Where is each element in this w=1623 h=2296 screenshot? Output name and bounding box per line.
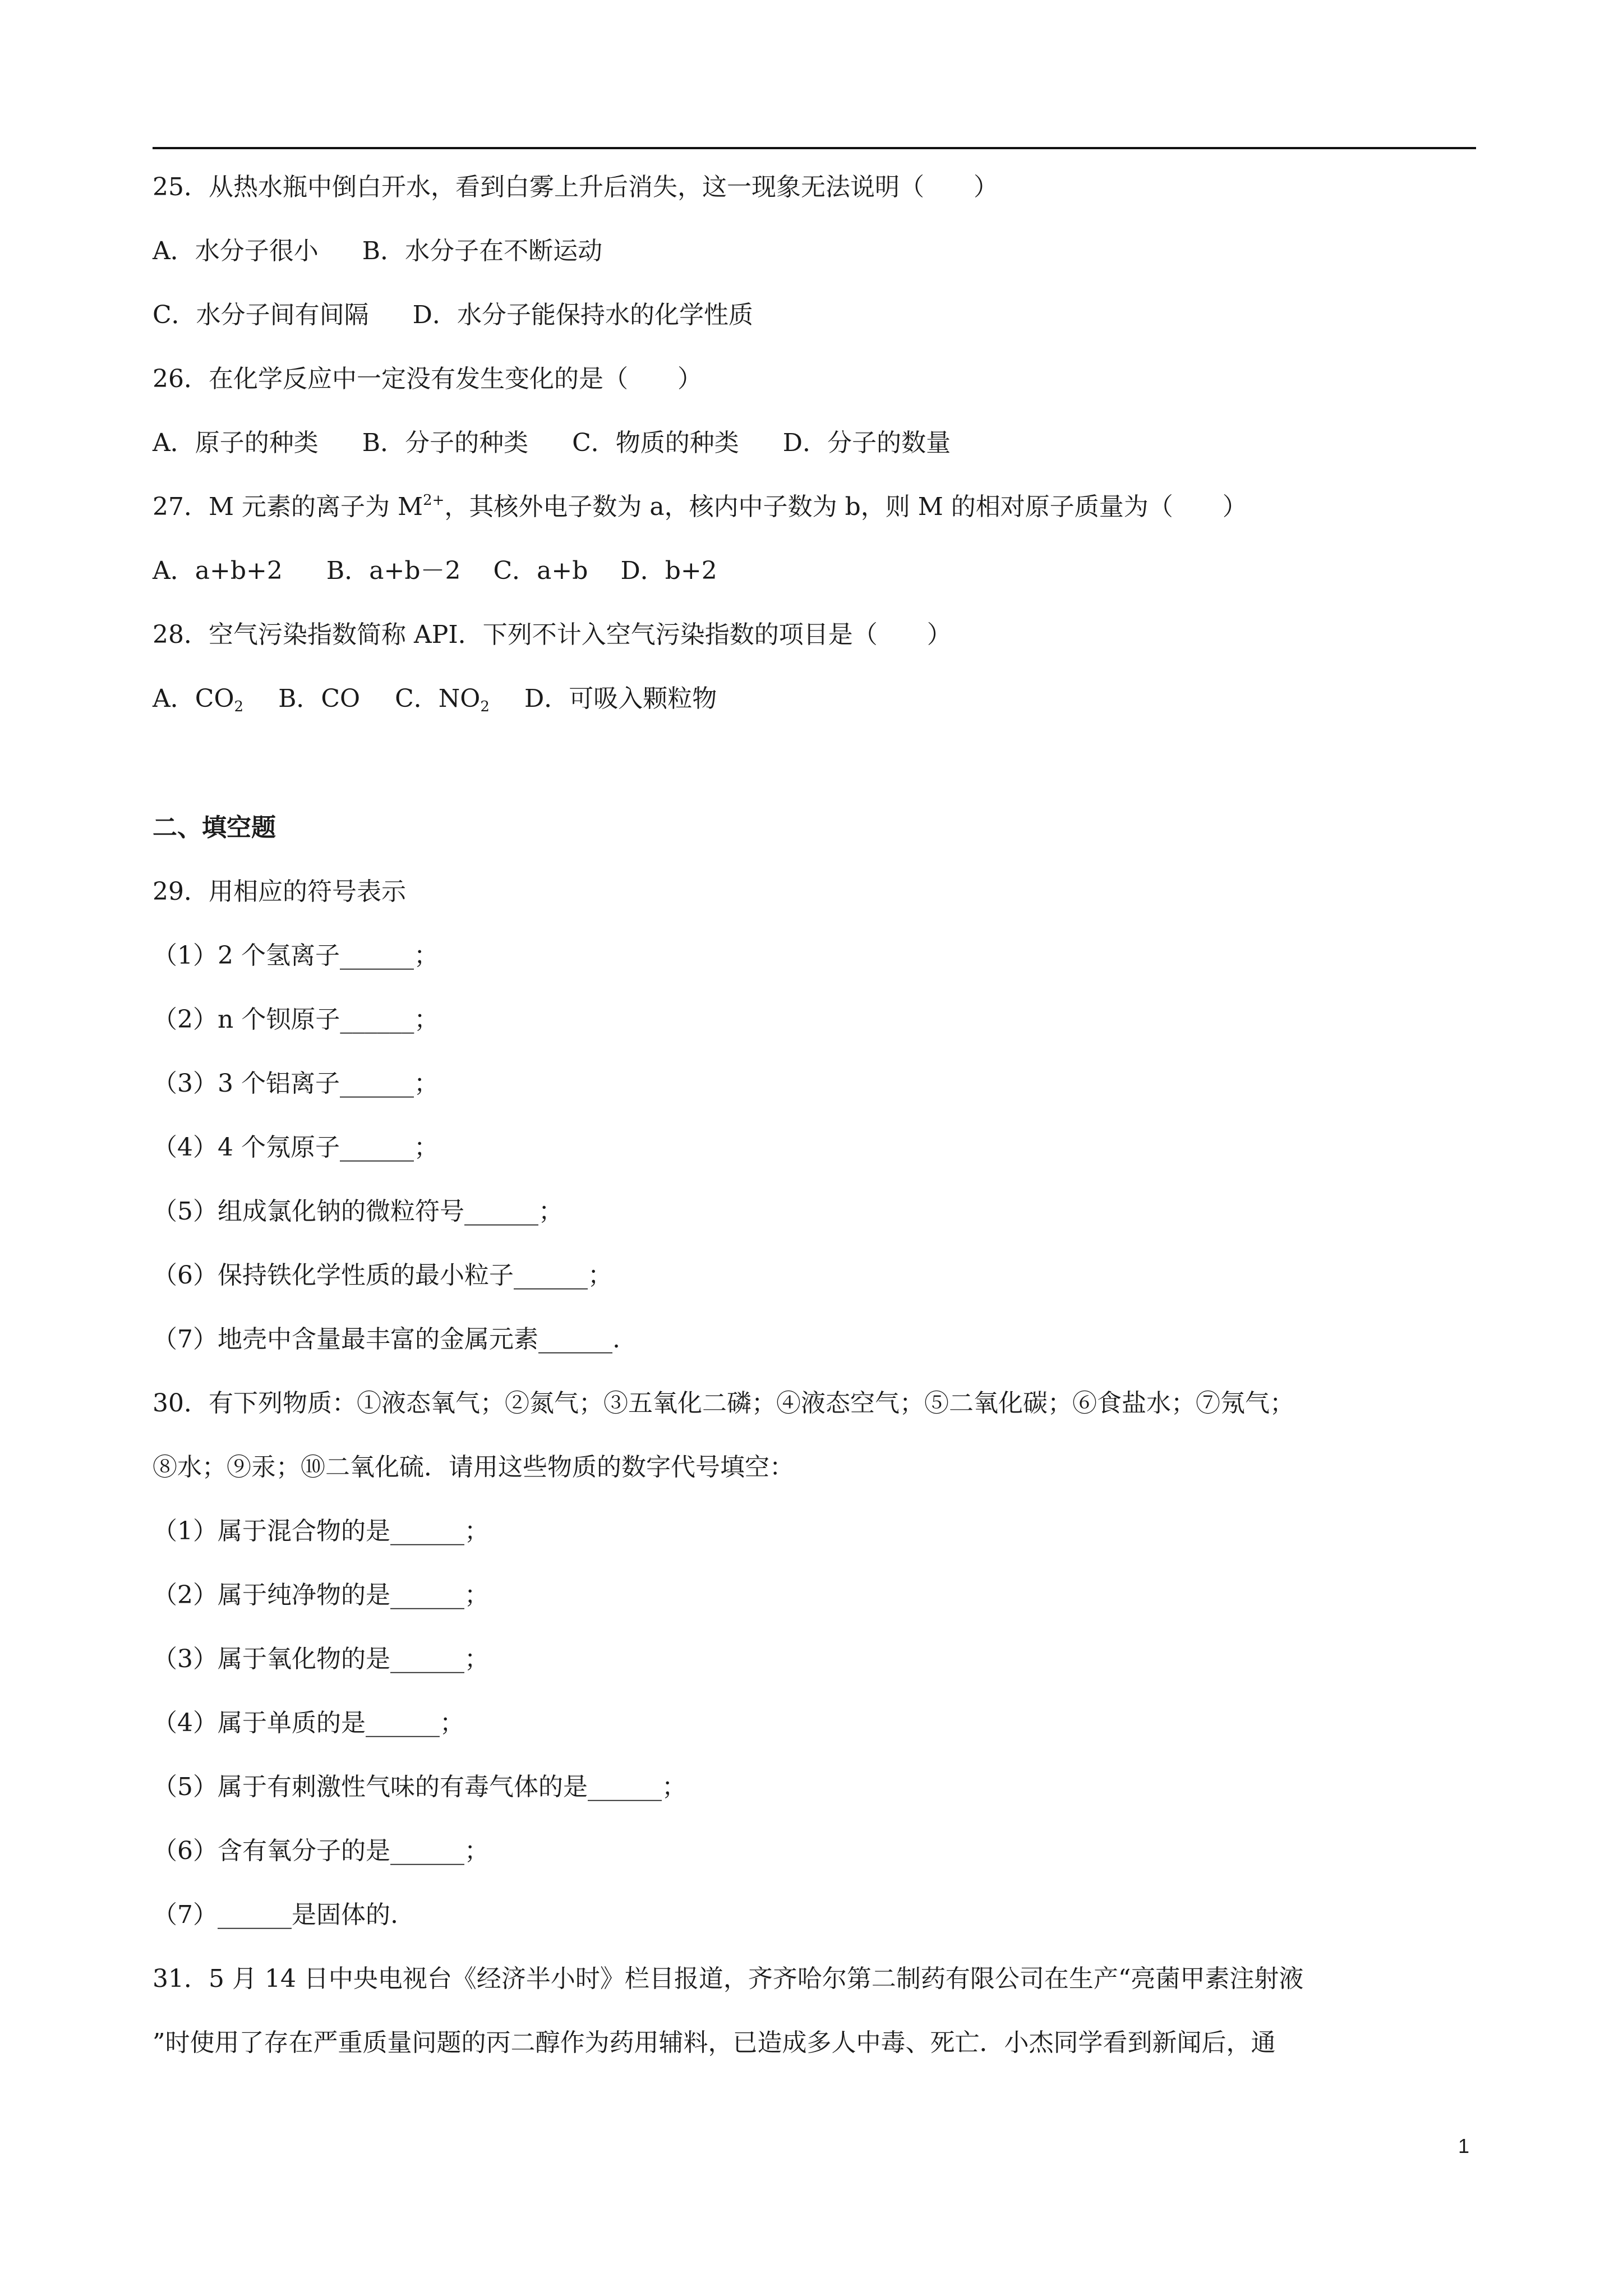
q25-option-b: B．水分子在不断运动	[362, 237, 603, 265]
q30-item-3: （3）属于氧化物的是______；	[153, 1645, 489, 1673]
q25-option-a: A．水分子很小	[153, 237, 319, 265]
q26-stem: 26．在化学反应中一定没有发生变化的是（ ）	[153, 365, 702, 393]
q25-options-row1	[153, 233, 602, 269]
q29-item-4: （4）4 个氖原子______；	[153, 1133, 439, 1162]
q26-options	[153, 425, 951, 461]
q26-option-c: C．物质的种类	[572, 429, 739, 457]
q30-item-7: （7）______是固体的.	[153, 1901, 398, 1929]
q25-options-row2	[153, 297, 753, 333]
q25-option-c: C．水分子间有间隔	[153, 301, 369, 329]
q28-options	[153, 681, 717, 717]
q26-option-a: A．原子的种类	[153, 429, 319, 457]
q28-option-c: C．$NO_2$	[395, 684, 490, 715]
q30-stem-line1: 30．有下列物质：①液态氧气；②氮气；③五氧化二磷；④液态空气；⑤二氧化碳；⑥食盐水；⑦氖气；	[153, 1389, 1294, 1418]
q26-option-d: D．分子的数量	[782, 429, 951, 457]
q27-option-b: B．a+b－2	[326, 556, 461, 585]
q27-option-d: D．b+2	[620, 556, 717, 585]
q29-item-5: （5）组成氯化钠的微粒符号______；	[153, 1197, 563, 1226]
q30-item-6: （6）含有氧分子的是______；	[153, 1837, 489, 1865]
q29-item-3: （3）3 个铝离子______；	[153, 1069, 439, 1098]
q28-stem: 28．空气污染指数简称 API．下列不计入空气污染指数的项目是（ ）	[153, 620, 952, 649]
q28-option-d: D．可吸入颗粒物	[524, 684, 717, 713]
q28-option-c-subscript: 2	[480, 698, 490, 715]
q27-option-a: A．a+b+2	[153, 556, 283, 585]
q28-option-a: A．$CO_2$	[153, 684, 244, 715]
q27-stem-pre: 27．M 元素的离子为 M	[153, 493, 423, 521]
q30-item-5: （5）属于有刺激性气味的有毒气体的是______；	[153, 1773, 686, 1801]
q30-stem-line2: ⑧水；⑨汞；⑩二氧化硫．请用这些物质的数字代号填空：	[153, 1453, 794, 1481]
q30-item-2: （2）属于纯净物的是______；	[153, 1581, 489, 1609]
q26-option-b: B．分子的种类	[362, 429, 529, 457]
q27-charge-superscript: 2+	[423, 492, 445, 509]
page-number: 1	[1458, 2134, 1470, 2157]
section-title-fill-in: 二、填空题	[153, 813, 276, 842]
q27-stem	[153, 489, 1247, 525]
q29-stem: 29．用相应的符号表示	[153, 877, 406, 906]
q28-option-b: B．CO	[278, 684, 361, 713]
q30-item-1: （1）属于混合物的是______；	[153, 1517, 489, 1545]
q31-line2: ”时使用了存在严重质量问题的丙二醇作为药用辅料，已造成多人中毒、死亡．小杰同学看到新闻后，通	[153, 2028, 1276, 2057]
q31-line1: 31．5 月 14 日中央电视台《经济半小时》栏目报道，齐齐哈尔第二制药有限公司在生产“亮菌甲素注射液	[153, 1964, 1304, 1993]
q29-item-1: （1）2 个氢离子______；	[153, 941, 439, 970]
q28-option-a-subscript: 2	[234, 698, 244, 715]
q29-item-2: （2）n 个钡原子______；	[153, 1005, 439, 1034]
q25-option-d: D．水分子能保持水的化学性质	[412, 301, 753, 329]
q25-stem: 25．从热水瓶中倒白开水，看到白雾上升后消失，这一现象无法说明（ ）	[153, 173, 998, 201]
q27-stem-post: ，其核外电子数为 a，核内中子数为 b，则 M 的相对原子质量为（ ）	[444, 493, 1247, 521]
q30-item-4: （4）属于单质的是______；	[153, 1709, 464, 1737]
q27-option-c: C．a+b	[493, 556, 588, 585]
q27-options	[153, 553, 717, 589]
q29-item-6: （6）保持铁化学性质的最小粒子______；	[153, 1261, 612, 1290]
header-rule	[153, 147, 1476, 149]
q29-item-7: （7）地壳中含量最丰富的金属元素______.	[153, 1325, 620, 1354]
